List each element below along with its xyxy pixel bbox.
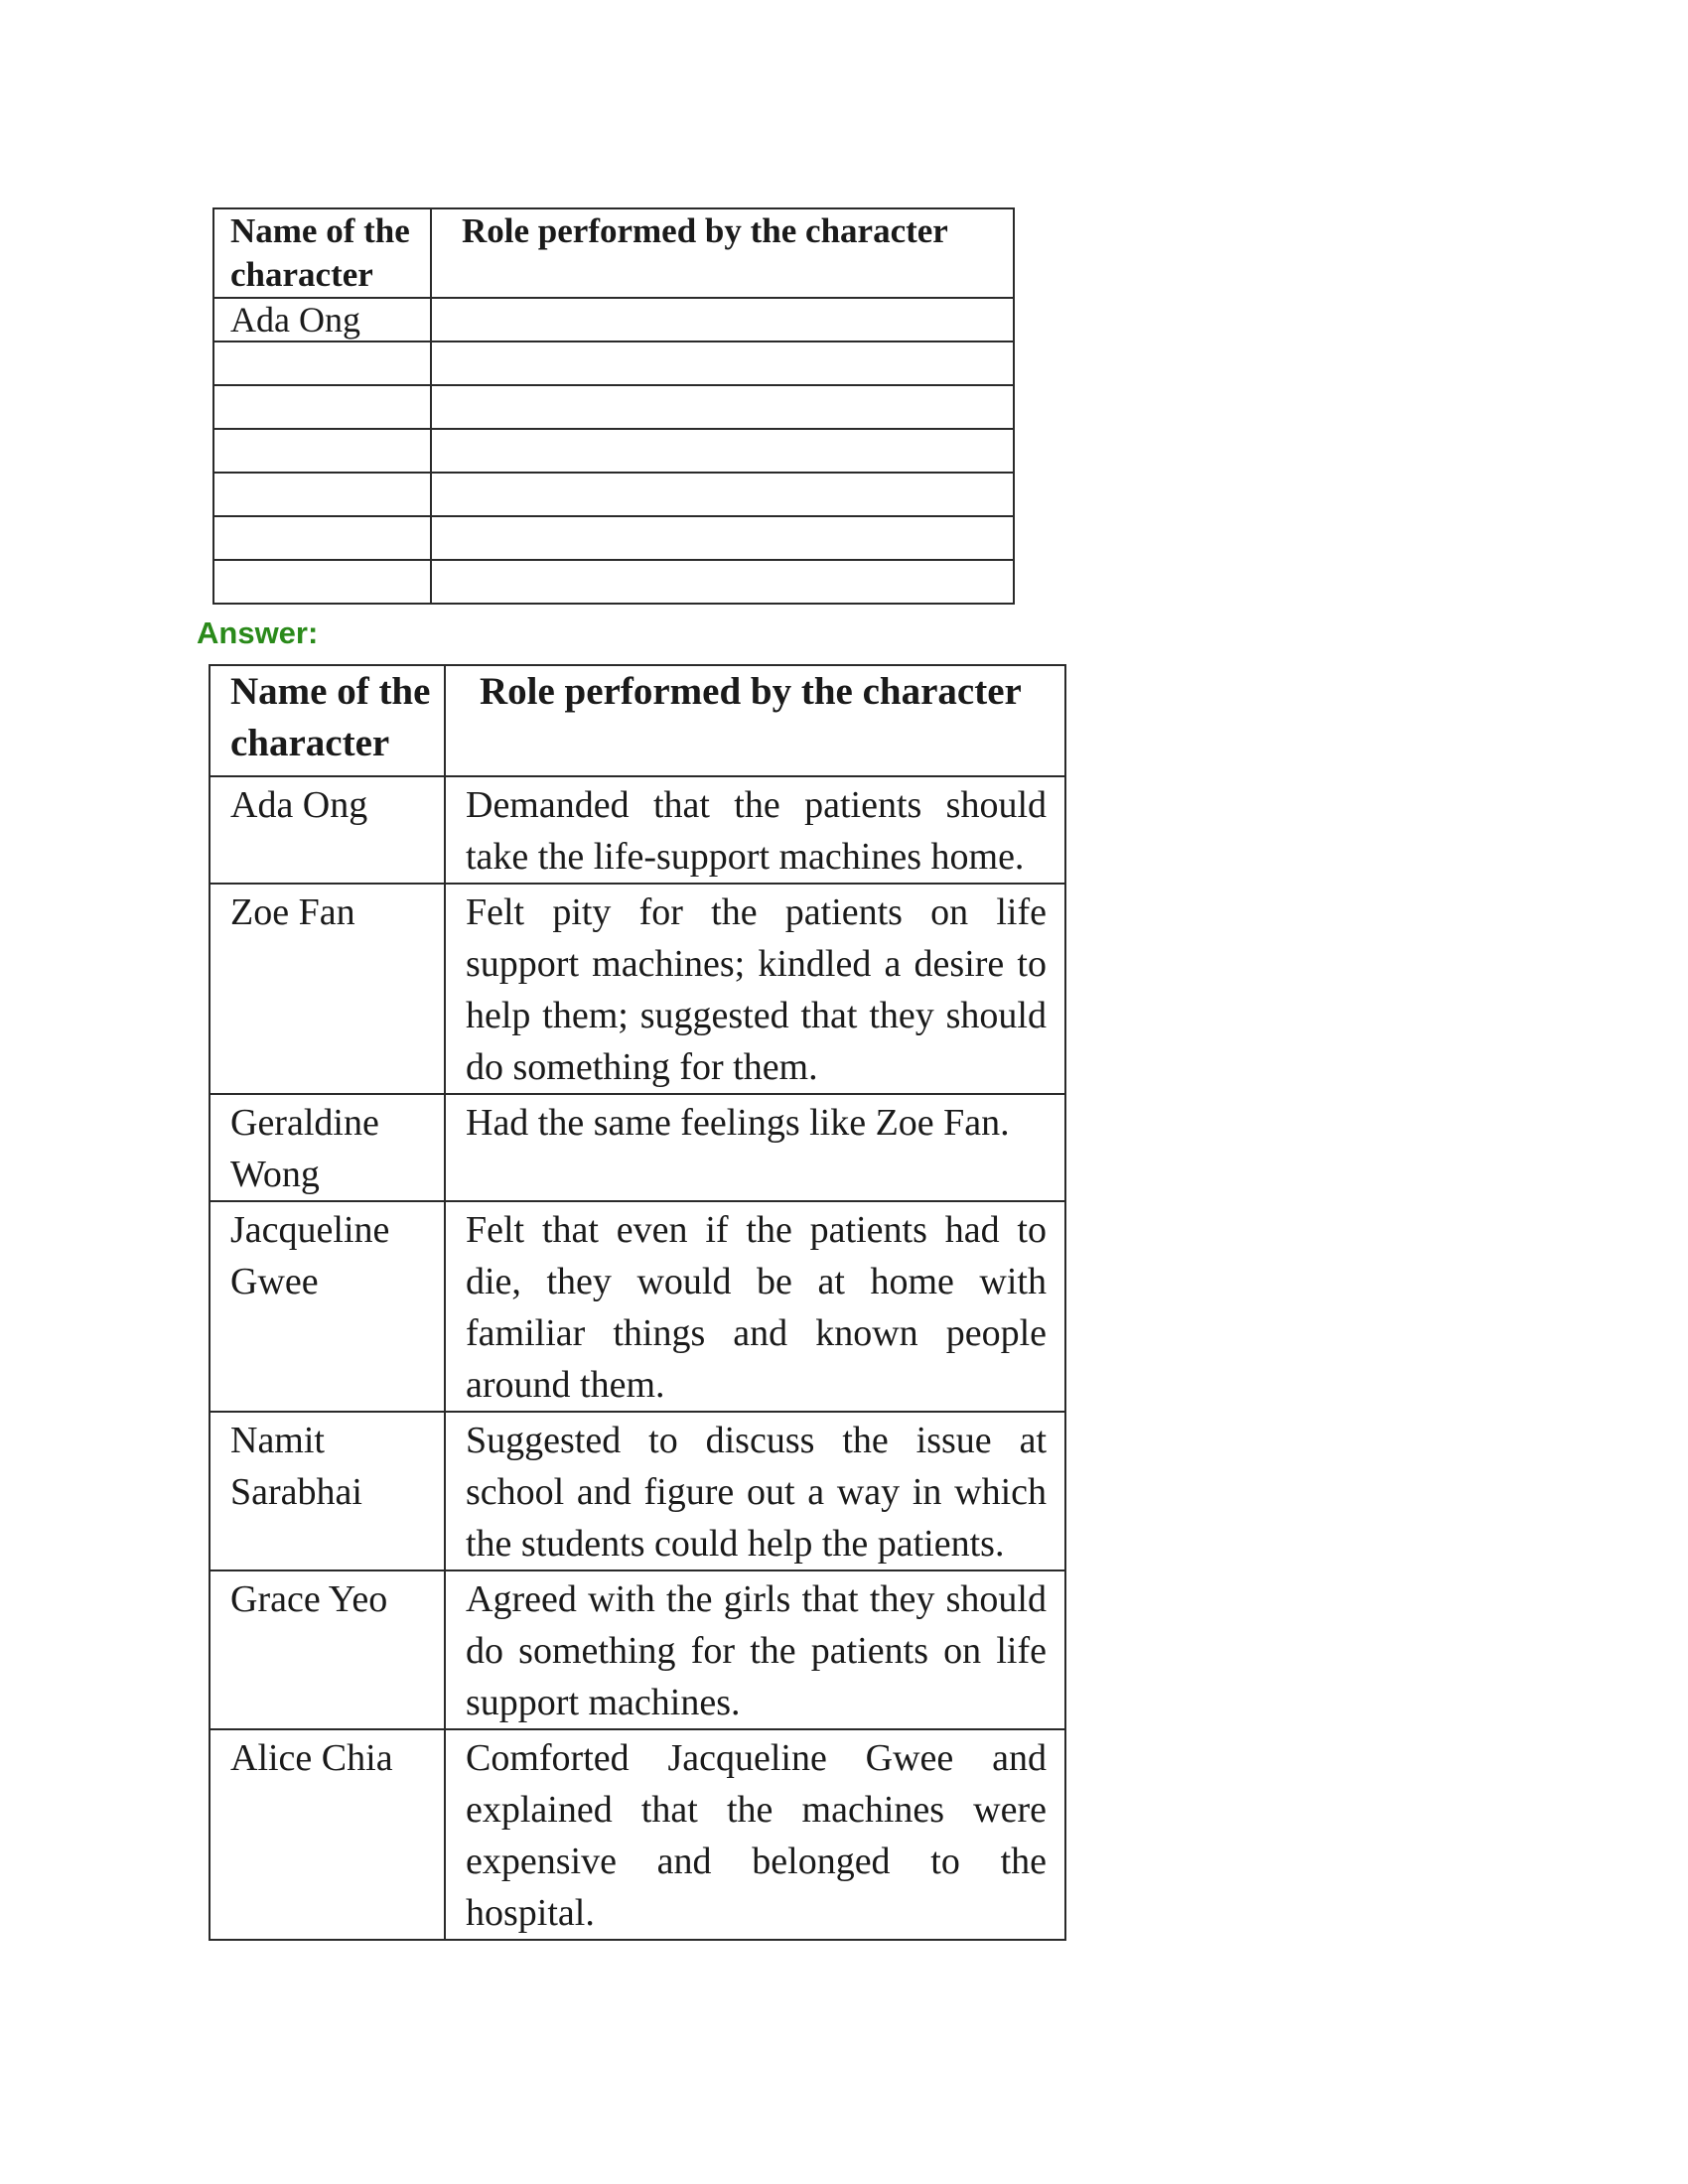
question-cell-role [431, 560, 1014, 604]
question-header-name: Name of the character [213, 208, 431, 298]
question-cell-role [431, 473, 1014, 516]
answer-table-row [210, 1201, 1065, 1412]
question-cell-role [431, 516, 1014, 560]
question-table [212, 207, 1015, 605]
question-cell-name [213, 560, 431, 604]
answer-table-row [210, 1729, 1065, 1940]
character-name: Namit Sarabhai [210, 1412, 445, 1570]
character-name: Jacqueline Gwee [210, 1201, 445, 1412]
answer-table-row [210, 1570, 1065, 1729]
character-role: Agreed with the girls that they should do something for the patients on life support machines. [445, 1570, 1065, 1729]
character-role: Felt that even if the patients had to die, they would be at home with familiar things and known people around them. [445, 1201, 1065, 1412]
answer-table-row [210, 884, 1065, 1094]
character-name: Zoe Fan [210, 884, 445, 1094]
answer-table-row [210, 776, 1065, 884]
question-cell-name: Ada Ong [213, 298, 431, 341]
answer-label: Answer: [197, 615, 319, 650]
answer-table [209, 664, 1066, 1941]
character-role: Demanded that the patients should take the life-support machines home. [445, 776, 1065, 884]
question-cell-name [213, 429, 431, 473]
question-cell-name [213, 341, 431, 385]
question-table-row [213, 473, 1014, 516]
answer-table-row [210, 1094, 1065, 1201]
character-role: Comforted Jacqueline Gwee and explained that the machines were expensive and belonged to the hospital. [445, 1729, 1065, 1940]
character-name: Alice Chia [210, 1729, 445, 1940]
character-role: Suggested to discuss the issue at school and figure out a way in which the students could help the patients. [445, 1412, 1065, 1570]
character-role: Had the same feelings like Zoe Fan. [445, 1094, 1065, 1201]
answer-header-name: Name of the character [210, 665, 445, 776]
question-table-row [213, 429, 1014, 473]
question-cell-name [213, 516, 431, 560]
answer-table-row [210, 1412, 1065, 1570]
question-table-row [213, 385, 1014, 429]
question-cell-name [213, 385, 431, 429]
question-table-row [213, 516, 1014, 560]
question-cell-role [431, 341, 1014, 385]
answer-table-header-row [210, 665, 1065, 776]
character-role: Felt pity for the patients on life support machines; kindled a desire to help them; suggested that they should do something for them. [445, 884, 1065, 1094]
question-cell-role [431, 385, 1014, 429]
character-name: Geraldine Wong [210, 1094, 445, 1201]
character-name: Ada Ong [210, 776, 445, 884]
question-cell-role [431, 429, 1014, 473]
character-name: Grace Yeo [210, 1570, 445, 1729]
question-header-role: Role performed by the character [431, 208, 1014, 298]
question-table-row [213, 341, 1014, 385]
question-table-row [213, 560, 1014, 604]
question-cell-name [213, 473, 431, 516]
question-table-header-row [213, 208, 1014, 298]
question-cell-role [431, 298, 1014, 341]
answer-header-role: Role performed by the character [445, 665, 1065, 776]
question-table-row [213, 298, 1014, 341]
